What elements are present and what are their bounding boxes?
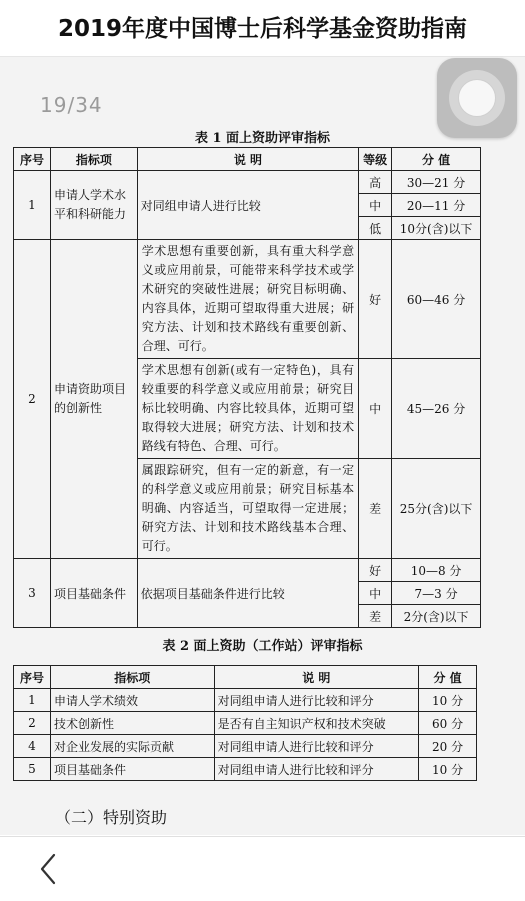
table2-row4-score: 10 分 <box>419 758 477 781</box>
table2-row3-desc: 对同组申请人进行比较和评分 <box>214 735 419 758</box>
table1-row2-no: 2 <box>14 240 51 559</box>
table2-row1-score: 10 分 <box>419 689 477 712</box>
document-title: 2019年度中国博士后科学基金资助指南 <box>57 16 467 42</box>
table2-row1-no: 1 <box>14 689 51 712</box>
table1-row2-desc-3: 属跟踪研究，但有一定的新意，有一定的科学意义或应用前景；研究目标基本明确、内容适当，可望取得一定进展；研究方法、计划和技术路线基本合理、可行。 <box>137 459 358 559</box>
table2-header-no: 序号 <box>14 666 51 689</box>
table2-row4-item: 项目基础条件 <box>50 758 214 781</box>
table-row <box>14 735 477 758</box>
table-row <box>14 712 477 735</box>
table1-header-desc: 说 明 <box>137 148 358 171</box>
table2-row3-score: 20 分 <box>419 735 477 758</box>
table1-row2-level-2: 中 <box>359 359 392 459</box>
table2-caption: 表 2 面上资助（工作站）评审指标 <box>162 639 363 654</box>
table1-row3-score-3: 2分(含)以下 <box>392 605 481 628</box>
table1-header-item: 指标项 <box>50 148 137 171</box>
table1-header-score: 分 值 <box>392 148 481 171</box>
table1-row1-level-2: 中 <box>359 194 392 217</box>
table1-row3-level-2: 中 <box>359 582 392 605</box>
table1-row2-item: 申请资助项目的创新性 <box>50 240 137 559</box>
table1-review-criteria <box>13 147 481 628</box>
table-row <box>14 758 477 781</box>
table2-row1-item: 申请人学术绩效 <box>50 689 214 712</box>
table1-row1-desc: 对同组申请人进行比较 <box>137 171 358 240</box>
table2-row2-score: 60 分 <box>419 712 477 735</box>
table2-row3-item: 对企业发展的实际贡献 <box>50 735 214 758</box>
assistive-touch-dot-icon <box>458 79 496 117</box>
table1-row3-score-1: 10—8 分 <box>392 559 481 582</box>
table1-row2-score-1: 60—46 分 <box>392 240 481 359</box>
table1-caption: 表 1 面上资助评审指标 <box>194 131 331 146</box>
table1-row3-level-3: 差 <box>359 605 392 628</box>
table-row <box>14 559 481 582</box>
table1-row2-level-1: 好 <box>359 240 392 359</box>
table2-row2-desc: 是否有自主知识产权和技术突破 <box>214 712 419 735</box>
table1-row1-no: 1 <box>14 171 51 240</box>
chevron-left-icon <box>34 849 74 889</box>
assistive-touch-button[interactable] <box>437 58 517 138</box>
table1-row1-level-3: 低 <box>359 217 392 240</box>
bottom-toolbar <box>0 836 525 901</box>
table1-row2-desc-1: 学术思想有重要创新，具有重大科学意义或应用前景，可能带来科学技术或学术研究的突破性进展；研究目标明确、内容具体，近期可望取得重大进展；研究方法、计划和技术路线有重要创新、合理、可行。 <box>137 240 358 359</box>
table2-row2-no: 2 <box>14 712 51 735</box>
table1-row2-score-3: 25分(含)以下 <box>392 459 481 559</box>
table2-header-desc: 说 明 <box>214 666 419 689</box>
table2-review-criteria <box>13 665 477 781</box>
table1-header-row <box>14 148 481 171</box>
back-button[interactable] <box>34 849 74 889</box>
table1-row2-score-2: 45—26 分 <box>392 359 481 459</box>
table1-row1-level-1: 高 <box>359 171 392 194</box>
table2-header-score: 分 值 <box>419 666 477 689</box>
table2-row2-item: 技术创新性 <box>50 712 214 735</box>
section-heading: （二）特别资助 <box>55 808 168 827</box>
table1-row3-score-2: 7—3 分 <box>392 582 481 605</box>
table1-row1-score-2: 20—11 分 <box>392 194 481 217</box>
table2-row4-desc: 对同组申请人进行比较和评分 <box>214 758 419 781</box>
table1-row2-level-3: 差 <box>359 459 392 559</box>
table2-header-item: 指标项 <box>50 666 214 689</box>
table1-row3-level-1: 好 <box>359 559 392 582</box>
table1-header-level: 等级 <box>359 148 392 171</box>
document-viewer[interactable] <box>0 57 525 835</box>
title-bar <box>0 0 525 57</box>
table2-header-row <box>14 666 477 689</box>
table2-row4-no: 5 <box>14 758 51 781</box>
table1-row1-score-1: 30—21 分 <box>392 171 481 194</box>
table1-row3-no: 3 <box>14 559 51 628</box>
page-indicator: 19/34 <box>40 93 103 117</box>
table-row <box>14 240 481 359</box>
table1-row3-desc: 依据项目基础条件进行比较 <box>137 559 358 628</box>
table1-row3-item: 项目基础条件 <box>50 559 137 628</box>
table-row <box>14 689 477 712</box>
table-row <box>14 171 481 194</box>
table1-row1-score-3: 10分(含)以下 <box>392 217 481 240</box>
table1-header-no: 序号 <box>14 148 51 171</box>
table1-row2-desc-2: 学术思想有创新(或有一定特色)，具有较重要的科学意义或应用前景；研究目标比较明确、内容比较具体，近期可望取得较大进展；研究方法、计划和技术路线有特色、合理、可行。 <box>137 359 358 459</box>
table1-row1-item: 申请人学术水平和科研能力 <box>50 171 137 240</box>
table2-row1-desc: 对同组申请人进行比较和评分 <box>214 689 419 712</box>
table2-row3-no: 4 <box>14 735 51 758</box>
